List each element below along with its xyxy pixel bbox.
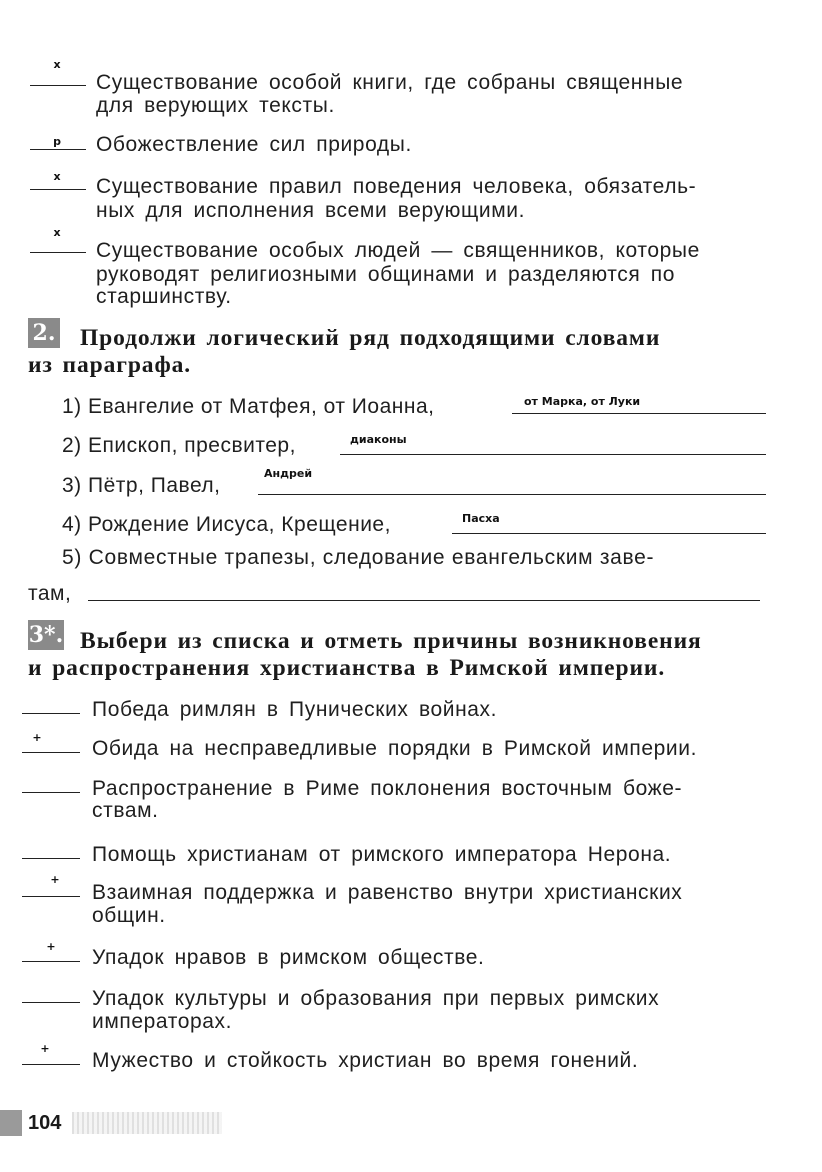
series-answer: диаконы — [350, 433, 407, 446]
series-row: 2) Епископ, пресвитер, — [62, 434, 296, 457]
item-line: общин. — [92, 904, 166, 927]
item-line: Взаимная поддержка и равенство внутри христианских — [92, 881, 683, 904]
item-line: руководят религиозными общинами и разделяются по — [96, 263, 675, 286]
item-line: старшинству. — [96, 285, 232, 308]
answer-line[interactable] — [512, 413, 766, 414]
item-line: Существование правил поведения человека, обязатель- — [96, 175, 697, 198]
item-line: Распространение в Риме поклонения восточным боже- — [92, 777, 683, 800]
item-line: Упадок нравов в римском обществе. — [92, 946, 485, 969]
answer-line[interactable] — [258, 494, 766, 495]
item-line: ных для исполнения всеми верующими. — [96, 199, 526, 222]
answer-blank[interactable] — [22, 961, 80, 962]
item-line: Существование особых людей — священников, которые — [96, 239, 700, 262]
series-row: 3) Пётр, Павел, — [62, 474, 221, 497]
series-row: 1) Евангелие от Матфея, от Иоанна, — [62, 395, 435, 418]
answer-blank[interactable] — [30, 189, 86, 190]
item-line: Обида на несправедливые порядки в Римской империи. — [92, 737, 698, 760]
item-line: Победа римлян в Пунических войнах. — [92, 698, 498, 721]
answer-mark: x — [53, 170, 61, 183]
answer-mark: + — [32, 731, 42, 744]
task-title: из параграфа. — [28, 352, 192, 378]
task-number-badge: 3*. — [28, 622, 64, 648]
item-line: императорах. — [92, 1010, 233, 1033]
answer-mark: + — [50, 873, 60, 886]
item-line: ствам. — [92, 799, 159, 822]
answer-blank[interactable] — [22, 896, 80, 897]
answer-line[interactable] — [88, 600, 760, 601]
answer-line[interactable] — [340, 454, 766, 455]
answer-blank[interactable] — [22, 1064, 80, 1065]
item-line: Обожествление сил природы. — [96, 133, 412, 156]
task-number-badge: 2. — [28, 318, 60, 348]
answer-line[interactable] — [452, 533, 766, 534]
series-answer: Пасха — [462, 512, 500, 525]
item-line: Существование особой книги, где собраны священные — [96, 71, 684, 94]
answer-blank[interactable] — [30, 149, 86, 150]
answer-mark: р — [53, 135, 61, 148]
answer-blank[interactable] — [22, 792, 80, 793]
answer-blank[interactable] — [30, 252, 86, 253]
answer-blank[interactable] — [22, 713, 80, 714]
page-number: 104 — [28, 1112, 62, 1134]
answer-mark: x — [53, 58, 61, 71]
item-line: для верующих тексты. — [96, 94, 335, 117]
answer-blank[interactable] — [30, 85, 86, 86]
series-answer: от Марка, от Луки — [524, 395, 641, 408]
series-row: 5) Совместные трапезы, следование евангельским заве- — [62, 546, 655, 569]
item-line: Упадок культуры и образования при первых римских — [92, 987, 660, 1010]
page-number-tab — [0, 1110, 22, 1136]
task-title: Продолжи логический ряд подходящими словами — [80, 325, 661, 351]
item-line: Помощь христианам от римского императора Нерона. — [92, 843, 672, 866]
series-answer: Андрей — [264, 467, 313, 480]
footer-decoration — [72, 1112, 222, 1134]
answer-blank[interactable] — [22, 1002, 80, 1003]
answer-blank[interactable] — [22, 752, 80, 753]
task-title: и распространения христианства в Римской империи. — [28, 655, 666, 681]
answer-blank[interactable] — [22, 858, 80, 859]
item-line: Мужество и стойкость христиан во время гонений. — [92, 1049, 639, 1072]
series-row: там, — [28, 582, 72, 605]
series-row: 4) Рождение Иисуса, Крещение, — [62, 513, 391, 536]
task-title: Выбери из списка и отметь причины возникновения — [80, 628, 702, 654]
answer-mark: + — [46, 940, 56, 953]
answer-mark: + — [40, 1042, 50, 1055]
answer-mark: x — [53, 226, 61, 239]
